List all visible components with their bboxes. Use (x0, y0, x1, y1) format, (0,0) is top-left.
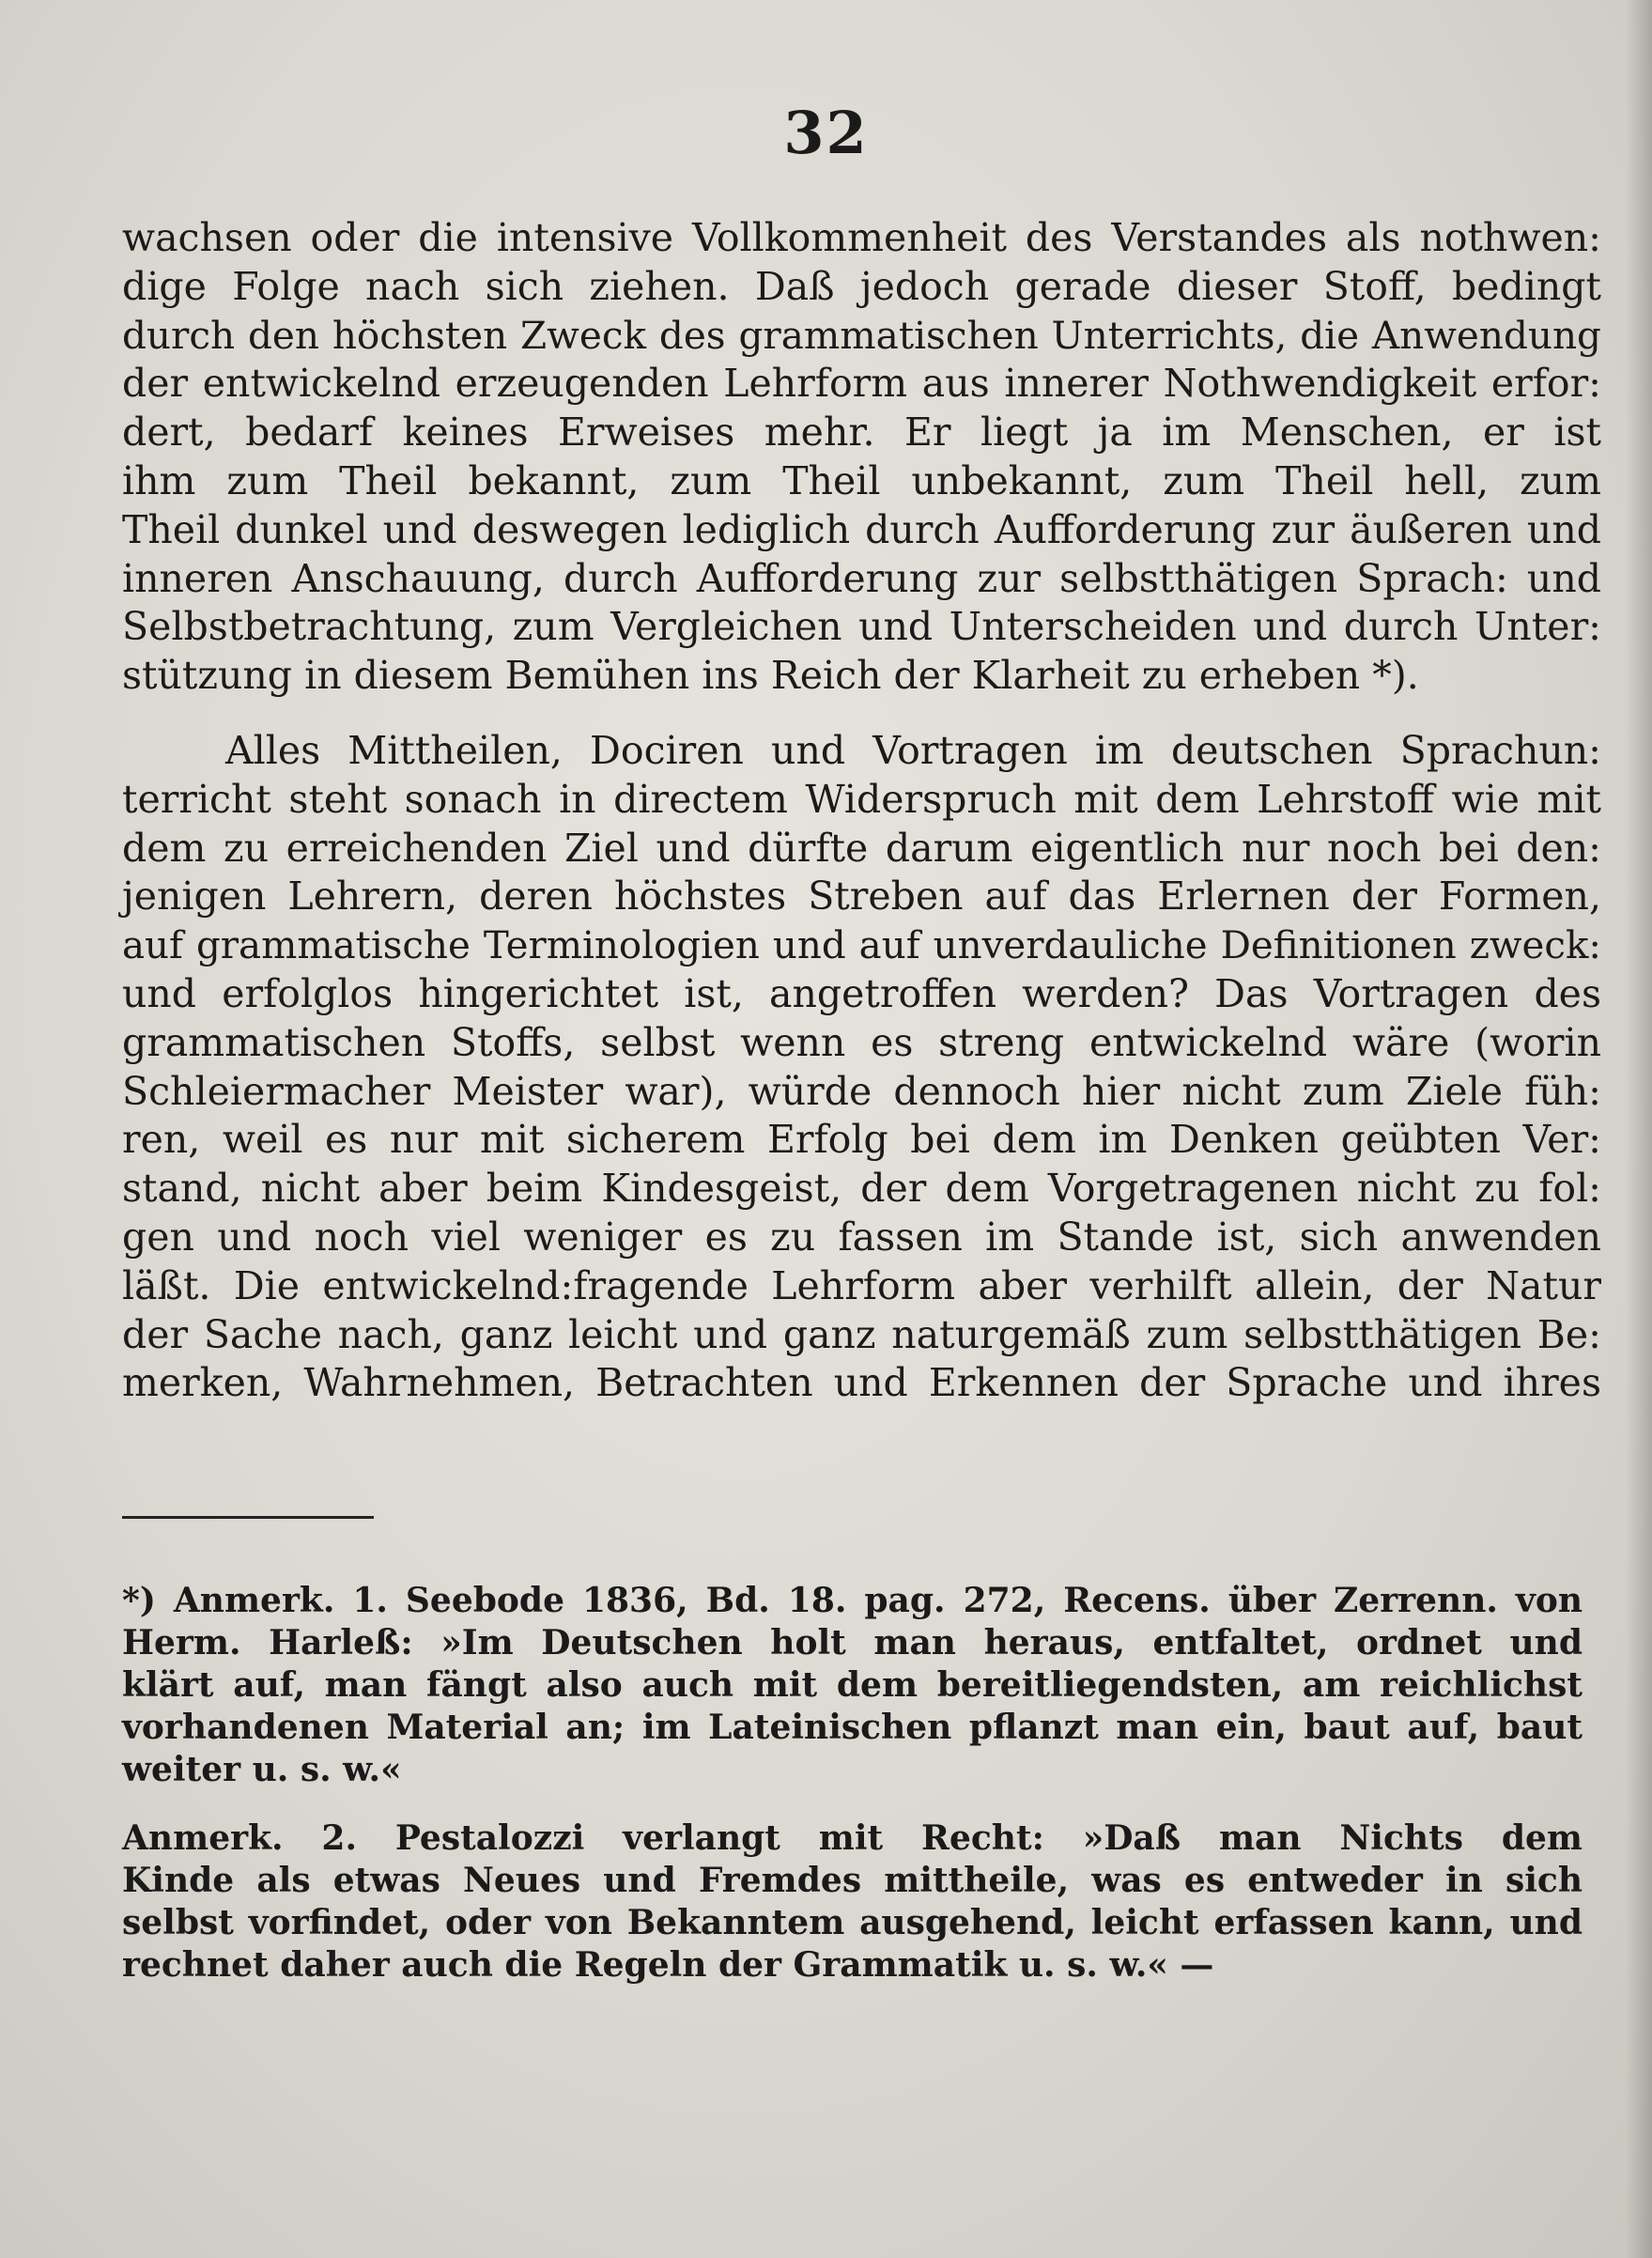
text-line: Schleiermacher Meister war), würde dennoch hier nicht zum Ziele füh: (122, 1068, 1601, 1114)
text-line: stand, nicht aber beim Kindesgeist, der dem Vorgetragenen nicht zu fol: (122, 1166, 1601, 1212)
text-line: ren, weil es nur mit sicherem Erfolg bei dem im Denken geübten Ver: (122, 1117, 1601, 1163)
text-line: dige Folge nach sich ziehen. Daß jedoch gerade dieser Stoff, bedingt (122, 263, 1601, 309)
text-line: terricht steht sonach in directem Widerspruch mit dem Lehrstoff wie mit (122, 776, 1601, 822)
text-line: wachsen oder die intensive Vollkommenheit des Verstandes als nothwen: (122, 215, 1601, 260)
footnote-line: weiter u. s. w.« (122, 1750, 402, 1789)
page-number: 32 (783, 99, 869, 167)
text-line: Theil dunkel und deswegen lediglich durch Aufforderung zur äußeren und (122, 506, 1601, 552)
footnote-line: Anmerk. 2. Pestalozzi verlangt mit Recht: »Daß man Nichts dem (122, 1818, 1583, 1858)
footnote-rule (122, 1516, 374, 1519)
text-line: der entwickelnd erzeugenden Lehrform aus innerer Nothwendigkeit erfor: (122, 361, 1601, 407)
text-line: durch den höchsten Zweck des grammatischen Unterrichts, die Anwendung (122, 312, 1601, 358)
text-line: gen und noch viel weniger es zu fassen im Stande ist, sich anwenden (122, 1214, 1601, 1260)
text-line: grammatischen Stoffs, selbst wenn es streng entwickelnd wäre (worin (122, 1019, 1601, 1065)
paragraph-2 (122, 727, 1601, 1408)
text-line: jenigen Lehrern, deren höchstes Streben auf das Erlernen der Formen, (122, 874, 1601, 920)
text-line: der Sache nach, ganz leicht und ganz naturgemäß zum selbstthätigen Be: (122, 1311, 1601, 1357)
text-line: inneren Anschauung, durch Aufforderung zur selbstthätigen Sprach: und (122, 555, 1601, 601)
footnote-line: selbst vorfindet, oder von Bekanntem ausgehend, leicht erfassen kann, und (122, 1903, 1583, 1942)
text-line: stützung in diesem Bemühen ins Reich der Klarheit zu erheben *). (122, 653, 1419, 699)
footnote-line: Herm. Harleß: »Im Deutschen holt man heraus, entfaltet, ordnet und (122, 1623, 1583, 1663)
text-line: ihm zum Theil bekannt, zum Theil unbekannt, zum Theil hell, zum (122, 457, 1601, 503)
footnote-line: rechnet daher auch die Regeln der Grammatik u. s. w.« — (122, 1945, 1214, 1985)
text-line: merken, Wahrnehmen, Betrachten und Erkennen der Sprache und ihres (122, 1360, 1601, 1406)
main-text (122, 214, 1601, 1408)
footnote-line: Kinde als etwas Neues und Fremdes mittheile, was es entweder in sich (122, 1861, 1583, 1900)
footnote-line: *) Anmerk. 1. Seebode 1836, Bd. 18. pag. 272, Recens. über Zerrenn. von (122, 1581, 1583, 1620)
footnote-line: klärt auf, man fängt also auch mit dem bereitliegendsten, am reichlichst (122, 1665, 1583, 1705)
footnote-line: vorhandenen Material an; im Lateinischen pflanzt man ein, baut auf, baut (122, 1708, 1583, 1747)
paragraph-1 (122, 214, 1601, 701)
footnote-2 (122, 1817, 1583, 1987)
footnotes (122, 1580, 1583, 1987)
text-line: und erfolglos hingerichtet ist, angetroffen werden? Das Vortragen des (122, 970, 1601, 1016)
text-line: auf grammatische Terminologien und auf unverdauliche Definitionen zweck: (122, 923, 1601, 968)
footnote-1 (122, 1580, 1583, 1791)
text-line: Alles Mittheilen, Dociren und Vortragen im deutschen Sprachun: (225, 727, 1601, 773)
text-line: dem zu erreichenden Ziel und dürfte darum eigentlich nur noch bei den: (122, 825, 1601, 871)
page-edge-shadow (1626, 0, 1652, 2258)
text-line: dert, bedarf keines Erweises mehr. Er liegt ja im Menschen, er ist (122, 410, 1601, 456)
text-line: Selbstbetrachtung, zum Vergleichen und Unterscheiden und durch Unter: (122, 604, 1601, 650)
text-line: läßt. Die entwickelnd:fragende Lehrform aber verhilft allein, der Natur (122, 1262, 1601, 1308)
